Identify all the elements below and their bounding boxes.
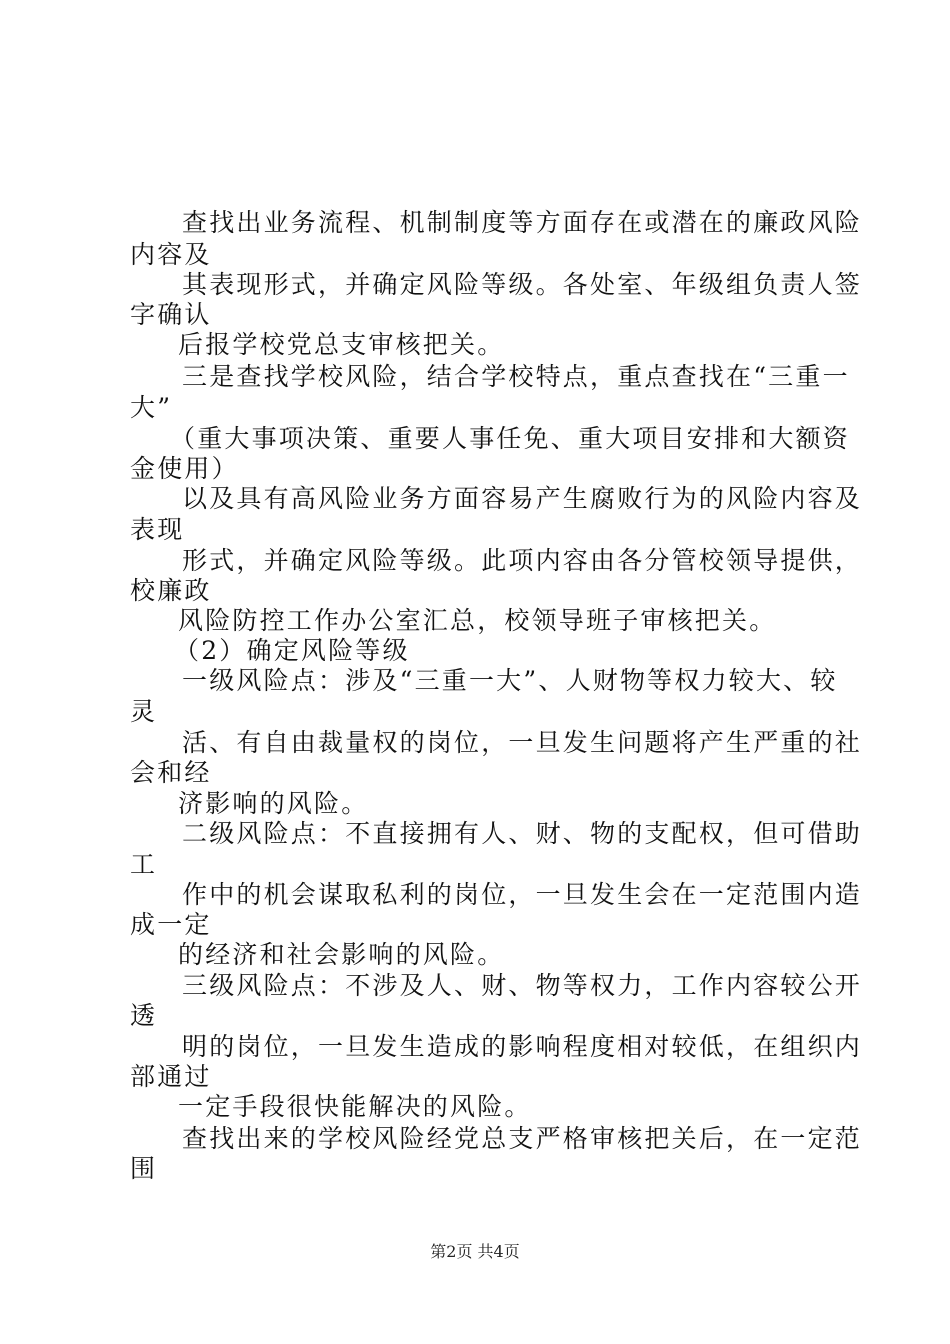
text-line: 围 xyxy=(130,1154,158,1183)
text-line: 查找出来的学校风险经党总支严格审核把关后，在一定范 xyxy=(182,1124,863,1153)
text-line: 会和经 xyxy=(130,758,212,787)
text-line: 内容及 xyxy=(130,240,212,269)
text-line: 其表现形式，并确定风险等级。各处室、年级组负责人签 xyxy=(182,270,863,299)
text-line: 形式，并确定风险等级。此项内容由各分管校领导提供， xyxy=(182,546,863,575)
text-line: 透 xyxy=(130,1001,158,1030)
text-line: 三级风险点：不涉及人、财、物等权力，工作内容较公开 xyxy=(182,971,863,1000)
text-line: 大” xyxy=(130,393,173,422)
text-line: （重大事项决策、重要人事任免、重大项目安排和大额资 xyxy=(170,424,851,453)
text-line: 三是查找学校风险，结合学校特点，重点查找在“三重一 xyxy=(182,362,850,391)
text-line: 风险防控工作办公室汇总，校领导班子审核把关。 xyxy=(178,606,777,635)
text-line: 明的岗位，一旦发生造成的影响程度相对较低，在组织内 xyxy=(182,1032,863,1061)
text-line: 字确认 xyxy=(130,300,212,329)
text-line: 济影响的风险。 xyxy=(178,789,369,818)
text-line: 以及具有高风险业务方面容易产生腐败行为的风险内容及 xyxy=(182,484,863,513)
text-line: 一级风险点：涉及“三重一大”、人财物等权力较大、较 xyxy=(182,666,838,695)
text-line: 灵 xyxy=(130,697,158,726)
text-line: 查找出业务流程、机制制度等方面存在或潜在的廉政风险 xyxy=(182,208,863,237)
text-line: 活、有自由裁量权的岗位，一旦发生问题将产生严重的社 xyxy=(182,728,863,757)
text-line: 校廉政 xyxy=(130,576,212,605)
text-line: 的经济和社会影响的风险。 xyxy=(178,940,505,969)
text-line: 二级风险点：不直接拥有人、财、物的支配权，但可借助 xyxy=(182,819,863,848)
text-line: 成一定 xyxy=(130,910,212,939)
text-line: 一定手段很快能解决的风险。 xyxy=(178,1092,532,1121)
text-line: 作中的机会谋取私利的岗位，一旦发生会在一定范围内造 xyxy=(182,880,863,909)
text-line: 后报学校党总支审核把关。 xyxy=(178,330,505,359)
text-line: 工 xyxy=(130,850,158,879)
text-line: 表现 xyxy=(130,515,185,544)
text-line: （2）确定风险等级 xyxy=(174,636,410,665)
text-line: 部通过 xyxy=(130,1062,212,1091)
page-footer: 第2页 共4页 xyxy=(430,1242,520,1261)
text-line: 金使用） xyxy=(130,454,239,483)
